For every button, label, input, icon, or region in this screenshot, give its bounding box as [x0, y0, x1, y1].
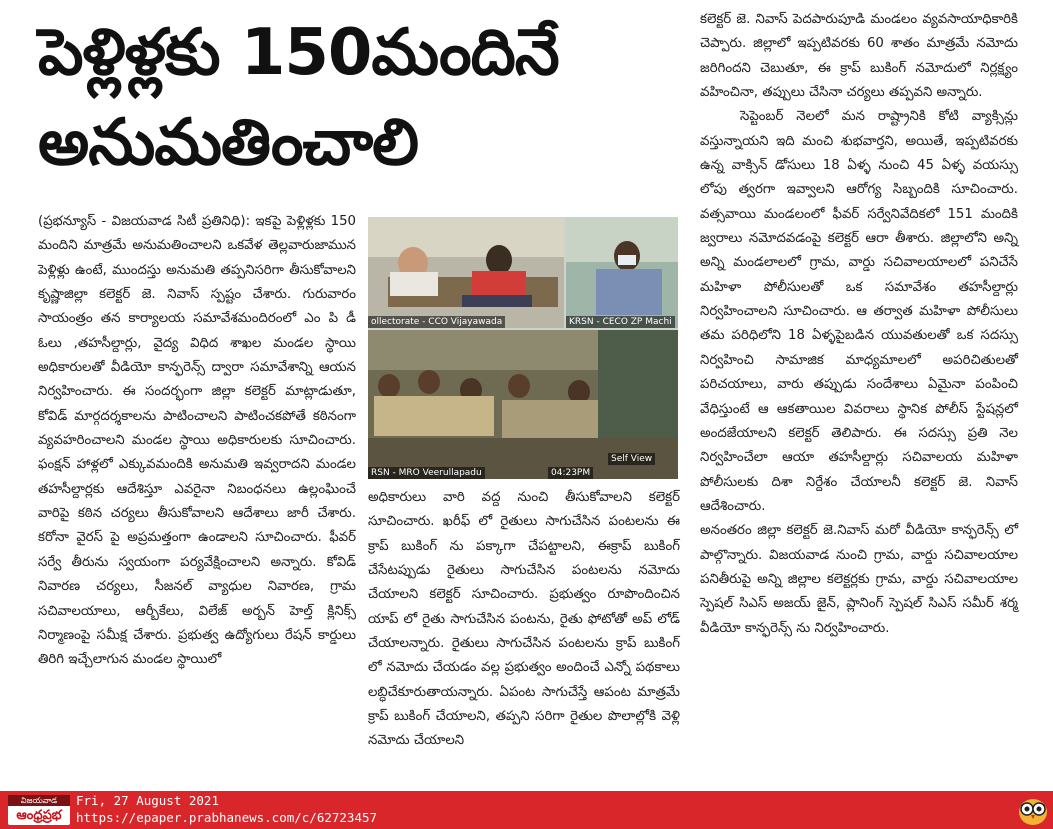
photo-timestamp: 04:23PM [548, 467, 593, 479]
caption-collectorate: ollectorate - CCO Vijayawada [368, 316, 505, 328]
paragraph: అనంతరం జిల్లా కలెక్టర్ జె.నివాస్ మరో వీడియో కాన్ఫరెన్స్ లో పాల్గొన్నారు. విజయవాడ నుంచి గ్రామ, వార్డు సచివాలయాల పనితీరుపై అన్ని జిల్లాల కలెక్టర్లకు గ్రామ, వార్డు సచివాలయాల స్పెషల్ సిఎస్ అజయ్ జైన్, ప్లానింగ్ స్పెషల్ సిఎస్ సమీర్ శర్మ వీడియో కాన్ఫరెన్స్ ను నిర్వహించారు. [700, 523, 1018, 636]
caption-zp: KRSN - CECO ZP Machi [566, 316, 675, 328]
headline-line-1: పెళ్లిళ్లకు 150మందినే [38, 16, 559, 90]
caption-self-view: Self View [608, 453, 655, 465]
paragraph: అధికారులు వారి వద్ద నుంచి తీసుకోవాలని కలెక్టర్ సూచించారు. ఖరీఫ్ లో రైతులు సాగుచేసిన పంటలను ఈ క్రాప్ బుకింగ్ ను పక్కాగా చేపట్టాలని, ఈక్రాప్ బుకింగ్ చేసేటప్పుడు రైతులు సాగుచేసిన పంటలను నమోదు చేయాలని కలెక్టర్ సూచించారు. ప్రభుత్వం రూపొందించిన యాప్ లో రైతు సాగుచేసిన పంటను, రైతు ఫోటోతో అప్ లోడ్ చేయాలన్నారు. రైతులు సాగుచేసిన పంటలను క్రాప్ బుకింగ్ లో నమోదు చేయడం వల్ల ప్రభుత్వం అందించే ఎన్నో పథకాలు లబ్ధిచేకూరుతాయన్నారు. ఏపంట సాగుచేస్తే ఆపంట మాత్రమే క్రాప్ బుకింగ్ చేయాలని, తప్పని సరిగా రైతుల పొలాల్లోకి వెళ్లి నమోదు చేయాలని [368, 490, 680, 749]
owl-icon [1016, 794, 1050, 826]
video-conference-photo [368, 217, 678, 479]
newspaper-logo[interactable] [8, 795, 70, 825]
edition-date: Fri, 27 August 2021 [76, 793, 219, 808]
photo-panel-mro [368, 330, 678, 479]
paragraph: (ప్రభన్యూస్ - విజయవాడ సిటీ ప్రతినిధి): ఇకపై పెళ్లిళ్లకు 150 మందిని మాత్రమే అనుమతించాలని ఒకవేళ తెల్లవారుజామున పెళ్లిళ్లు ఉంటే, ముందస్తు అనుమతి తప్పనిసరిగా తీసుకోవాలని కృష్ణాజిల్లా కలెక్టర్ జె. నివాస్ స్పష్టం చేశారు. గురువారం సాయంత్రం తన కార్యాలయ సమావేశమందిరంలో ఎం పి డీ ఓలు ,తహసీల్దార్లు, వైద్య విధిద శాఖల మండల స్థాయి అధికారులతో వీడియో కాన్ఫరెన్స్ ద్వారా సమావేశాన్ని ఆయన నిర్వహించారు. ఈ సందర్భంగా జిల్లా కలెక్టర్ మాట్లాడుతూ, కోవిడ్ మార్గదర్శకాలను పాటించాలని పాటించకపోతే కఠినంగా వ్యవహరించాలని మండల స్థాయి అధికారులకు సూచించారు. ఫంక్షన్ హాళ్లలో ఎక్కువమందికి అనుమతి ఇవ్వరాదని మండల తహసీల్దార్లకు ఆదేశిస్తూ ఎవరైనా నిబంధనలు ఉల్లంఘించే వారిపై కఠిన చర్యలు తీసుకోవాలని ఆదేశాలు జారీ చేశారు. కరోనా వైరస్ పై అప్రమత్తంగా ఉండాలని సూచించారు. ఫీవర్ సర్వే తీరును స్వయంగా పర్యవేక్షించాలని అన్నారు. కోవిడ్ నివారణ చర్యలు, సీజనల్ వ్యాధుల నివారణ, గ్రామ సచివాలయాలు, ఆర్బీకేలు, విలేజ్ అర్బన్ హెల్త్ క్లినిక్స్ నిర్మాణంపై సమీక్ష చేశారు. ప్రభుత్వ ఉద్యోగులు రేషన్ కార్డులు తిరిగి ఇచ్చేలాగున మండల స్థాయిలో [38, 214, 356, 668]
logo-edition: విజయవాడ [8, 795, 70, 806]
logo-name: ఆంధ్రప్రభ [16, 808, 62, 823]
article-url[interactable]: https://epaper.prabhanews.com/c/62723457 [76, 810, 378, 825]
caption-mro: RSN - MRO Veerullapadu [368, 467, 485, 479]
article-column-3 [700, 8, 1018, 641]
headline-line-2: అనుమతించాలి [38, 106, 418, 180]
article-column-1 [38, 210, 356, 673]
article-column-2 [368, 486, 680, 754]
photo-panel-zp [566, 217, 678, 328]
photo-panel-collectorate [368, 217, 564, 328]
paragraph: సెప్టెంబర్ నెలలో మన రాష్ట్రానికి కోటి వ్యాక్సిన్లు వస్తున్నాయని ఇది మంచి శుభవార్తని, అయితే, ఇప్పటివరకు ఉన్న వాక్సిన్ డోసులు 18 ఏళ్ళ నుంచి 45 ఏళ్ళ వయస్సు లోపు త్వరగా ఇవ్వాలని ఆరోగ్య సిబ్బందికి సూచించారు. వత్సవాయి మండలంలో ఫీవర్ సర్వేనివేదికలో 151 మందికి జ్వరాలు నమోదవడంపై కలెక్టర్ ఆరా తీశారు. జిల్లాలోని అన్ని అన్ని మండలాలలో గ్రామ, వార్డు సచివాలయాలలో పనిచేసే మహిళా పోలీసులతో ఒక సమావేశం తహసీల్దార్లు నిర్వహించాలని సూచించారు. ఆ తర్వాత మహిళా పోలీసులు తమ పరిధిలోని 18 ఏళ్ళపైబడిన యువతులతో ఒక సదస్సు నిర్వహించి సామాజిక మాధ్యమాలలో అపరిచితులతో పరిచయాలు, వారు తప్పుడు సందేశాలు ఏమైనా పంపించి వేధిస్తుంటే ఆ ఆకతాయిల వివరాలు స్థానిక పోలీస్ స్టేషన్లలో అందజేయాలని కలెక్టర్ తెలిపారు. ఈ సదస్సు ప్రతి నెల నిర్వహించేలా ఆయా తహసీల్దార్లు సచివాలయ మహిళా పోలీసులకు దిశా నిర్దేశం చేయాలనీ కలెక్టర్ జె. నివాస్ ఆదేశించారు. [700, 109, 1018, 514]
paragraph: కలెక్టర్ జె. నివాస్ పెదపారుపూడి మండలం వ్యవసాయాధికారికి చెప్పారు. జిల్లాలో ఇప్పటివరకు 60 శాతం మాత్రమే నమోదు జరిగిందని చెబుతూ, ఈ క్రాప్ బుకింగ్ నమోదులో నిర్లక్ష్యం వహించినా, తప్పులు చేసినా చర్యలు తప్పవని అన్నారు. [700, 12, 1018, 101]
epaper-footer [0, 791, 1053, 829]
headline [38, 8, 678, 188]
